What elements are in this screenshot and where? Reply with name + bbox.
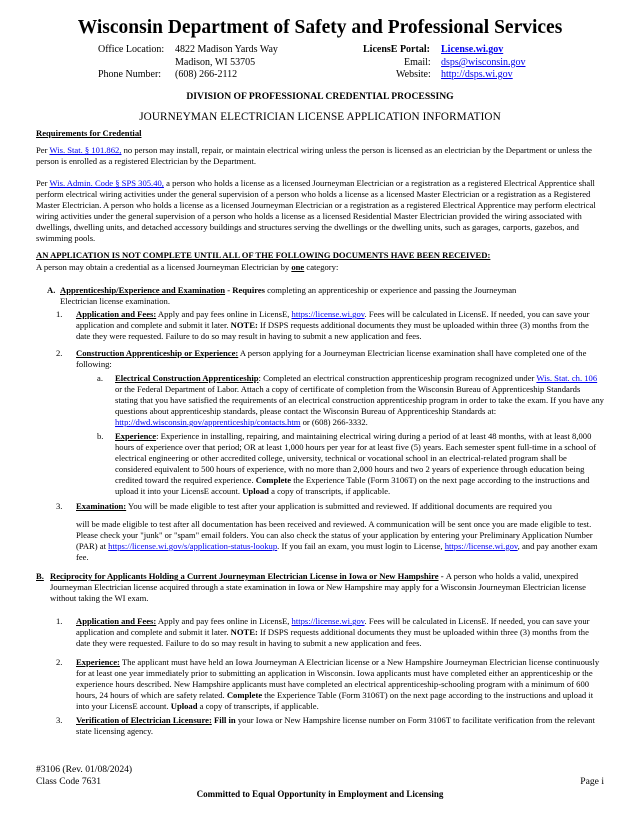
portal-link[interactable]: License.wi.gov <box>441 44 504 55</box>
item-b1-number: 1. <box>56 616 63 626</box>
item-a2a-construction-apprenticeship: Electrical Construction Apprenticeship: Completed an electrical construction apprenticeship program recognized under Wis. Stat. ch. 106 or the Federal Department of Labor. Attach a copy of certificate of completion from the Wisconsin Bureau of Apprenticeship Standards stating that you have satisfied the requirements of an electrical construction apprenticeship program in order to take the exam. If you have any questions about apprenticeship standards, please contact the Wisconsin Bureau of Apprenticeship Standards at: http://dwd.wisconsin.gov/apprenticeship/contacts.htm or (608) 266-3332. <box>115 373 604 427</box>
license-portal-link-3[interactable]: https://license.wi.gov <box>291 616 365 626</box>
office-address-line1: 4822 Madison Yards Way <box>175 44 278 55</box>
license-portal-link[interactable]: https://license.wi.gov <box>291 309 365 319</box>
requirements-heading: Requirements for Credential <box>36 128 142 138</box>
wis-stat-ch106-link[interactable]: Wis. Stat. ch. 106 <box>536 373 598 383</box>
requirements-paragraph-2: Per Wis. Admin. Code § SPS 305.40, a person who holds a license as a licensed Journeyman Electrician or a registration as a registered Electrical Apprentice shall perform electrical wiring activities under the general supervision of a person who holds a license as a licensed Master Electrician or a registration as a Registered Master Electrician. A person who holds a license as a licensed Journeyman Electrician or a registration as a registered Electrical Apprentice may perform electrical wiring activities under the general supervision of a person who holds a license as a licensed Residential Master Electrician provided the wiring associated with dwellings, dwelling units, and detached accessory buildings and structures serving the dwellings or the dwelling units, such as garages, carports, gazebos, and swimming pools. <box>36 178 596 243</box>
item-a1-application-fees: Application and Fees: Apply and pay fees online in LicensE, https://license.wi.gov. Fees will be calculated in LicensE. If needed, you can save your application and complete and submit it later. NOTE: If DSPS requests additional documents they must be uploaded within three (3) months from the date they were requested. Failure to do so may result in having to submit a new application and fees. <box>76 309 590 341</box>
apprenticeship-contacts-link[interactable]: http://dwd.wisconsin.gov/apprenticeship/contacts.htm <box>115 417 301 427</box>
section-b-heading: Reciprocity for Applicants Holding a Current Journeyman Electrician License in Iowa or New Hampshire - A person who holds a valid, unexpired Journeyman Electrician license acquired through a state examination in Iowa or New Hampshire may apply for a Wisconsin Journeyman Electrician license without taking the WI exam. <box>50 571 586 603</box>
item-b3-number: 3. <box>56 715 63 725</box>
item-b2-number: 2. <box>56 657 63 667</box>
email-label: Email: <box>404 57 431 68</box>
statute-link[interactable]: Wis. Stat. § 101.862, <box>49 145 122 155</box>
item-b2-experience: Experience: The applicant must have held an Iowa Journeyman A Electrician license or a New Hampshire Journeyman Electrician license continuously for at least one year immediately prior to submitting an application in Wisconsin. Iowa applicants must have completed either an apprenticeship or the experience hours described. New Hampshire applicants must have completed an electrical apprenticeship-schooling program with a minimum of 600 hours, 24 hours of which are safety related. Complete the Experience Table (Form 3106T) on the next page according to the instructions and upload it into your LicensE account. Upload a copy of transcripts, if applicable. <box>76 657 600 711</box>
incomplete-warning-heading: AN APPLICATION IS NOT COMPLETE UNTIL ALL OF THE FOLLOWING DOCUMENTS HAVE BEEN RECEIVED: <box>36 250 491 260</box>
section-a-heading: Apprenticeship/Experience and Examination - Requires completing an apprenticeship or experience and passing the Journeyman Electrician license examination. <box>60 285 517 306</box>
division-title: DIVISION OF PROFESSIONAL CREDENTIAL PROCESSING <box>186 91 454 102</box>
item-a3-examination-line1: Examination: You will be made eligible to test after your application is submitted and reviewed. If additional documents are required you <box>76 501 552 511</box>
equal-opportunity-statement: Committed to Equal Opportunity in Employment and Licensing <box>196 789 444 799</box>
item-b1-application-fees: Application and Fees: Apply and pay fees online in LicensE, https://license.wi.gov. Fees will be calculated in LicensE. If needed, you can save your application and complete and submit it later. NOTE: If DSPS requests additional documents they must be uploaded within three (3) months from the date they were requested. Failure to do so may result in having to submit a new application and fees. <box>76 616 590 648</box>
office-address-line2: Madison, WI 53705 <box>175 57 256 68</box>
item-a2-apprenticeship-experience: Construction Apprenticeship or Experience: A person applying for a Journeyman Electrician license examination shall have completed one of the following: <box>76 348 587 369</box>
application-status-lookup-link[interactable]: https://license.wi.gov/s/application-status-lookup <box>108 541 278 551</box>
department-title: Wisconsin Department of Safety and Professional Services <box>77 17 563 38</box>
website-link[interactable]: http://dsps.wi.gov <box>441 69 513 80</box>
website-label: Website: <box>396 69 431 80</box>
section-a-marker: A. <box>47 285 56 295</box>
form-number: #3106 (Rev. 01/08/2024) <box>36 764 133 775</box>
office-label: Office Location: <box>98 44 165 55</box>
portal-label: LicensE Portal: <box>363 44 430 55</box>
phone-label: Phone Number: <box>98 69 162 80</box>
item-a3-examination-details: will be made eligible to test after all documentation has been received and reviewed. A communication will be sent once you are made eligible to test. Please check your "junk" or "spam" email folders. You can also check the status of your application by entering your Preliminary Application Number (PAR) at https://license.wi.gov/s/application-status-lookup. If you fail an exam, you must login to License, https://license.wi.gov, and pay another exam fee. <box>76 519 598 562</box>
phone-number: (608) 266-2112 <box>175 69 238 80</box>
section-b-marker: B. <box>36 571 44 581</box>
admin-code-link[interactable]: Wis. Admin. Code § SPS 305.40, <box>49 178 164 188</box>
item-a3-number: 3. <box>56 501 63 511</box>
category-intro: A person may obtain a credential as a licensed Journeyman Electrician by one category: <box>36 262 339 272</box>
email-link[interactable]: dsps@wisconsin.gov <box>441 57 526 68</box>
item-a2b-marker: b. <box>97 431 104 441</box>
item-a1-number: 1. <box>56 309 63 319</box>
form-title: JOURNEYMAN ELECTRICIAN LICENSE APPLICATION INFORMATION <box>139 111 501 123</box>
class-code: Class Code 7631 <box>36 776 102 787</box>
item-b3-verification: Verification of Electrician Licensure: Fill in your Iowa or New Hampshire license number on Form 3106T to facilitate verification from the relevant state licensing agency. <box>76 715 595 736</box>
item-a2b-experience: Experience: Experience in installing, repairing, and maintaining electrical wiring during a period of at least 48 months, with at least 8,000 hours of experience over that period; OR at least 1,000 hours per year for at least five (5) years. Each semester spent full-time in a school of electrical engineering or other accredited college, university, technical or vocational school in an electrical-related program shall be considered equivalent to 500 hours of experience, with no more than 2,000 hours and two 2 years of experience through education being credited toward the required experience. Complete the Experience Table (Form 3106T) on the next page according to the instructions and upload it into your LicensE account. Upload a copy of transcripts, if applicable. <box>115 431 597 496</box>
item-a2-number: 2. <box>56 348 63 358</box>
form-number-block <box>36 764 132 788</box>
page-number: Page i <box>580 776 604 787</box>
license-portal-link-2[interactable]: https://license.wi.gov <box>444 541 518 551</box>
requirements-paragraph-1: Per Wis. Stat. § 101.862, no person may install, repair, or maintain electrical wiring unless the person is licensed as an electrician by the Department or unless the person is enrolled as a registered Electrician by the Department. <box>36 145 592 166</box>
item-a2a-marker: a. <box>97 373 103 383</box>
